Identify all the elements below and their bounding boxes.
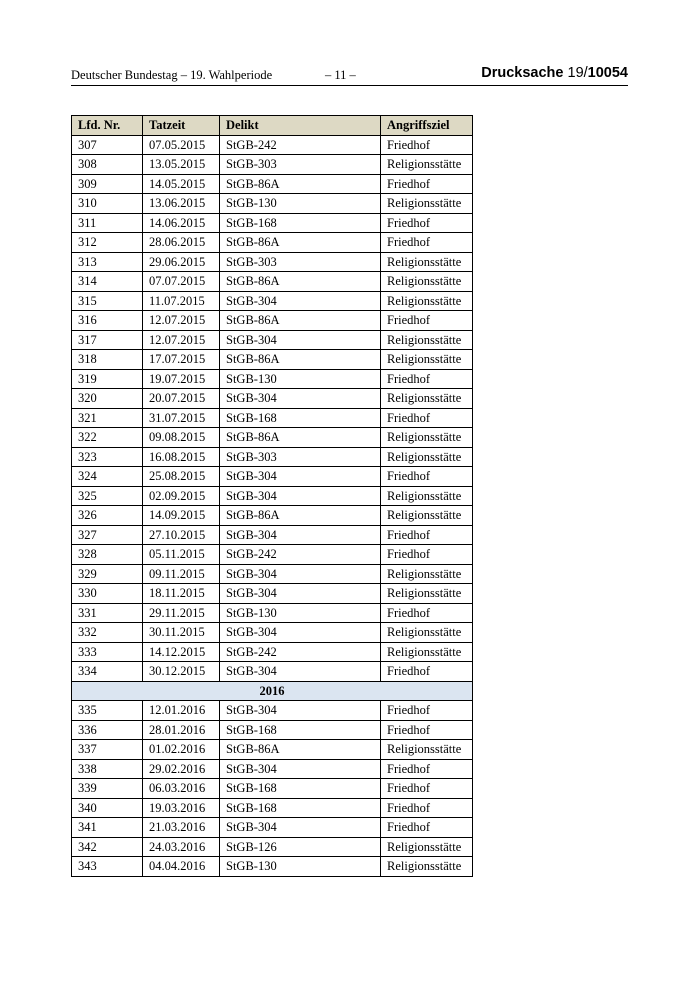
table-row xyxy=(72,330,473,350)
table-row xyxy=(72,447,473,467)
cell-tatzeit: 09.08.2015 xyxy=(143,428,220,448)
table-row xyxy=(72,135,473,155)
cell-angriffsziel: Friedhof xyxy=(381,603,473,623)
cell-tatzeit: 16.08.2015 xyxy=(143,447,220,467)
cell-delikt: StGB-130 xyxy=(220,857,381,877)
page-header xyxy=(71,65,628,86)
table-row xyxy=(72,252,473,272)
cell-angriffsziel: Religionsstätte xyxy=(381,642,473,662)
cell-lfd-nr: 316 xyxy=(72,311,143,331)
table-row xyxy=(72,818,473,838)
cell-lfd-nr: 326 xyxy=(72,506,143,526)
cell-delikt: StGB-304 xyxy=(220,701,381,721)
cell-lfd-nr: 331 xyxy=(72,603,143,623)
table-row xyxy=(72,798,473,818)
year-label: 2016 xyxy=(72,681,473,701)
cell-tatzeit: 01.02.2016 xyxy=(143,740,220,760)
cell-lfd-nr: 314 xyxy=(72,272,143,292)
cell-lfd-nr: 342 xyxy=(72,837,143,857)
table-row xyxy=(72,564,473,584)
table-row xyxy=(72,642,473,662)
table-body-2016 xyxy=(72,701,473,877)
cell-tatzeit: 14.09.2015 xyxy=(143,506,220,526)
cell-tatzeit: 27.10.2015 xyxy=(143,525,220,545)
cell-delikt: StGB-86A xyxy=(220,350,381,370)
cell-angriffsziel: Religionsstätte xyxy=(381,330,473,350)
table-row xyxy=(72,545,473,565)
cell-angriffsziel: Friedhof xyxy=(381,545,473,565)
table-row xyxy=(72,486,473,506)
cell-angriffsziel: Religionsstätte xyxy=(381,447,473,467)
table-row xyxy=(72,857,473,877)
cell-tatzeit: 19.07.2015 xyxy=(143,369,220,389)
cell-angriffsziel: Friedhof xyxy=(381,662,473,682)
cell-lfd-nr: 320 xyxy=(72,389,143,409)
cell-lfd-nr: 324 xyxy=(72,467,143,487)
cell-delikt: StGB-242 xyxy=(220,135,381,155)
column-header-angriffsziel: Angriffsziel xyxy=(381,116,473,136)
cell-delikt: StGB-86A xyxy=(220,233,381,253)
cell-delikt: StGB-86A xyxy=(220,174,381,194)
cell-delikt: StGB-126 xyxy=(220,837,381,857)
cell-tatzeit: 12.01.2016 xyxy=(143,701,220,721)
cell-delikt: StGB-130 xyxy=(220,603,381,623)
cell-angriffsziel: Religionsstätte xyxy=(381,740,473,760)
header-parliament: Deutscher Bundestag – 19. Wahlperiode xyxy=(71,68,273,82)
cell-tatzeit: 14.12.2015 xyxy=(143,642,220,662)
cell-tatzeit: 29.02.2016 xyxy=(143,759,220,779)
cell-delikt: StGB-168 xyxy=(220,720,381,740)
cell-lfd-nr: 318 xyxy=(72,350,143,370)
table-row xyxy=(72,623,473,643)
cell-angriffsziel: Religionsstätte xyxy=(381,389,473,409)
cell-tatzeit: 04.04.2016 xyxy=(143,857,220,877)
cell-delikt: StGB-304 xyxy=(220,525,381,545)
cell-tatzeit: 30.11.2015 xyxy=(143,623,220,643)
table-row xyxy=(72,194,473,214)
cell-delikt: StGB-304 xyxy=(220,564,381,584)
cell-lfd-nr: 332 xyxy=(72,623,143,643)
cell-lfd-nr: 334 xyxy=(72,662,143,682)
cell-angriffsziel: Religionsstätte xyxy=(381,564,473,584)
cell-lfd-nr: 329 xyxy=(72,564,143,584)
cell-delikt: StGB-304 xyxy=(220,291,381,311)
cell-delikt: StGB-86A xyxy=(220,740,381,760)
cell-lfd-nr: 325 xyxy=(72,486,143,506)
column-header-lfd-nr: Lfd. Nr. xyxy=(72,116,143,136)
cell-angriffsziel: Friedhof xyxy=(381,701,473,721)
cell-tatzeit: 07.07.2015 xyxy=(143,272,220,292)
cell-lfd-nr: 322 xyxy=(72,428,143,448)
table-row xyxy=(72,603,473,623)
table-row xyxy=(72,311,473,331)
cell-angriffsziel: Friedhof xyxy=(381,174,473,194)
cell-lfd-nr: 309 xyxy=(72,174,143,194)
cell-lfd-nr: 323 xyxy=(72,447,143,467)
cell-angriffsziel: Religionsstätte xyxy=(381,272,473,292)
cell-lfd-nr: 341 xyxy=(72,818,143,838)
cell-lfd-nr: 340 xyxy=(72,798,143,818)
cell-delikt: StGB-303 xyxy=(220,252,381,272)
cell-delikt: StGB-168 xyxy=(220,798,381,818)
cell-tatzeit: 29.11.2015 xyxy=(143,603,220,623)
cell-delikt: StGB-304 xyxy=(220,389,381,409)
cell-tatzeit: 13.05.2015 xyxy=(143,155,220,175)
table-row xyxy=(72,720,473,740)
cell-tatzeit: 11.07.2015 xyxy=(143,291,220,311)
cell-tatzeit: 17.07.2015 xyxy=(143,350,220,370)
table-row xyxy=(72,291,473,311)
cell-delikt: StGB-304 xyxy=(220,486,381,506)
table-row xyxy=(72,740,473,760)
cell-delikt: StGB-304 xyxy=(220,623,381,643)
cell-lfd-nr: 336 xyxy=(72,720,143,740)
table-row xyxy=(72,467,473,487)
header-document-number xyxy=(481,65,628,81)
cell-angriffsziel: Religionsstätte xyxy=(381,837,473,857)
table-row xyxy=(72,779,473,799)
cell-tatzeit: 31.07.2015 xyxy=(143,408,220,428)
cell-delikt: StGB-168 xyxy=(220,408,381,428)
cell-lfd-nr: 310 xyxy=(72,194,143,214)
cell-angriffsziel: Friedhof xyxy=(381,818,473,838)
cell-lfd-nr: 338 xyxy=(72,759,143,779)
cell-lfd-nr: 337 xyxy=(72,740,143,760)
cell-lfd-nr: 321 xyxy=(72,408,143,428)
cell-delikt: StGB-304 xyxy=(220,584,381,604)
cell-tatzeit: 21.03.2016 xyxy=(143,818,220,838)
cell-delikt: StGB-304 xyxy=(220,759,381,779)
cell-delikt: StGB-303 xyxy=(220,447,381,467)
cell-lfd-nr: 343 xyxy=(72,857,143,877)
cell-tatzeit: 05.11.2015 xyxy=(143,545,220,565)
cell-delikt: StGB-130 xyxy=(220,369,381,389)
table-row xyxy=(72,213,473,233)
cell-angriffsziel: Friedhof xyxy=(381,408,473,428)
table-row xyxy=(72,155,473,175)
cell-tatzeit: 25.08.2015 xyxy=(143,467,220,487)
cell-tatzeit: 02.09.2015 xyxy=(143,486,220,506)
cell-delikt: StGB-242 xyxy=(220,642,381,662)
table-row xyxy=(72,389,473,409)
table-row xyxy=(72,506,473,526)
cell-delikt: StGB-168 xyxy=(220,779,381,799)
cell-tatzeit: 06.03.2016 xyxy=(143,779,220,799)
cell-angriffsziel: Friedhof xyxy=(381,779,473,799)
table-row xyxy=(72,233,473,253)
cell-angriffsziel: Friedhof xyxy=(381,467,473,487)
cell-angriffsziel: Religionsstätte xyxy=(381,486,473,506)
cell-tatzeit: 14.05.2015 xyxy=(143,174,220,194)
cell-delikt: StGB-304 xyxy=(220,467,381,487)
cell-tatzeit: 12.07.2015 xyxy=(143,311,220,331)
cell-delikt: StGB-130 xyxy=(220,194,381,214)
table-row xyxy=(72,525,473,545)
cell-lfd-nr: 330 xyxy=(72,584,143,604)
cell-tatzeit: 07.05.2015 xyxy=(143,135,220,155)
cell-lfd-nr: 313 xyxy=(72,252,143,272)
cell-angriffsziel: Religionsstätte xyxy=(381,584,473,604)
table-row xyxy=(72,428,473,448)
incident-table xyxy=(71,115,473,877)
cell-lfd-nr: 327 xyxy=(72,525,143,545)
cell-angriffsziel: Religionsstätte xyxy=(381,857,473,877)
table-row xyxy=(72,369,473,389)
year-separator-row xyxy=(72,681,473,701)
cell-angriffsziel: Friedhof xyxy=(381,369,473,389)
cell-delikt: StGB-304 xyxy=(220,330,381,350)
cell-lfd-nr: 315 xyxy=(72,291,143,311)
cell-tatzeit: 28.01.2016 xyxy=(143,720,220,740)
cell-tatzeit: 12.07.2015 xyxy=(143,330,220,350)
cell-angriffsziel: Friedhof xyxy=(381,311,473,331)
cell-lfd-nr: 319 xyxy=(72,369,143,389)
cell-tatzeit: 14.06.2015 xyxy=(143,213,220,233)
table-row xyxy=(72,837,473,857)
cell-delikt: StGB-304 xyxy=(220,818,381,838)
table-row xyxy=(72,759,473,779)
table-row xyxy=(72,174,473,194)
cell-lfd-nr: 335 xyxy=(72,701,143,721)
cell-angriffsziel: Religionsstätte xyxy=(381,252,473,272)
cell-delikt: StGB-242 xyxy=(220,545,381,565)
column-header-delikt: Delikt xyxy=(220,116,381,136)
cell-lfd-nr: 307 xyxy=(72,135,143,155)
cell-tatzeit: 30.12.2015 xyxy=(143,662,220,682)
cell-angriffsziel: Friedhof xyxy=(381,213,473,233)
header-drucksache-label: Drucksache xyxy=(481,65,564,81)
table-header-row xyxy=(72,116,473,136)
cell-lfd-nr: 312 xyxy=(72,233,143,253)
cell-lfd-nr: 311 xyxy=(72,213,143,233)
cell-delikt: StGB-86A xyxy=(220,428,381,448)
cell-angriffsziel: Religionsstätte xyxy=(381,155,473,175)
cell-delikt: StGB-168 xyxy=(220,213,381,233)
cell-angriffsziel: Religionsstätte xyxy=(381,623,473,643)
table-row xyxy=(72,408,473,428)
cell-angriffsziel: Friedhof xyxy=(381,233,473,253)
cell-tatzeit: 28.06.2015 xyxy=(143,233,220,253)
cell-delikt: StGB-304 xyxy=(220,662,381,682)
header-page-number: – 11 – xyxy=(325,68,356,82)
cell-angriffsziel: Religionsstätte xyxy=(381,350,473,370)
cell-angriffsziel: Religionsstätte xyxy=(381,291,473,311)
table-row xyxy=(72,272,473,292)
cell-delikt: StGB-86A xyxy=(220,272,381,292)
table-row xyxy=(72,350,473,370)
cell-tatzeit: 29.06.2015 xyxy=(143,252,220,272)
cell-angriffsziel: Religionsstätte xyxy=(381,506,473,526)
cell-lfd-nr: 339 xyxy=(72,779,143,799)
cell-lfd-nr: 333 xyxy=(72,642,143,662)
cell-angriffsziel: Religionsstätte xyxy=(381,194,473,214)
cell-angriffsziel: Friedhof xyxy=(381,798,473,818)
cell-tatzeit: 13.06.2015 xyxy=(143,194,220,214)
header-period: 19/ xyxy=(567,65,588,81)
cell-tatzeit: 09.11.2015 xyxy=(143,564,220,584)
cell-lfd-nr: 308 xyxy=(72,155,143,175)
cell-angriffsziel: Friedhof xyxy=(381,720,473,740)
cell-lfd-nr: 328 xyxy=(72,545,143,565)
cell-delikt: StGB-303 xyxy=(220,155,381,175)
cell-angriffsziel: Friedhof xyxy=(381,135,473,155)
table-row xyxy=(72,584,473,604)
cell-tatzeit: 18.11.2015 xyxy=(143,584,220,604)
cell-angriffsziel: Friedhof xyxy=(381,759,473,779)
cell-tatzeit: 24.03.2016 xyxy=(143,837,220,857)
cell-tatzeit: 20.07.2015 xyxy=(143,389,220,409)
table-body-2015 xyxy=(72,135,473,681)
cell-lfd-nr: 317 xyxy=(72,330,143,350)
cell-delikt: StGB-86A xyxy=(220,506,381,526)
header-number: 10054 xyxy=(587,65,628,81)
table-row xyxy=(72,662,473,682)
table-body-year-divider xyxy=(72,681,473,701)
table-row xyxy=(72,701,473,721)
cell-tatzeit: 19.03.2016 xyxy=(143,798,220,818)
cell-angriffsziel: Religionsstätte xyxy=(381,428,473,448)
cell-delikt: StGB-86A xyxy=(220,311,381,331)
column-header-tatzeit: Tatzeit xyxy=(143,116,220,136)
cell-angriffsziel: Friedhof xyxy=(381,525,473,545)
